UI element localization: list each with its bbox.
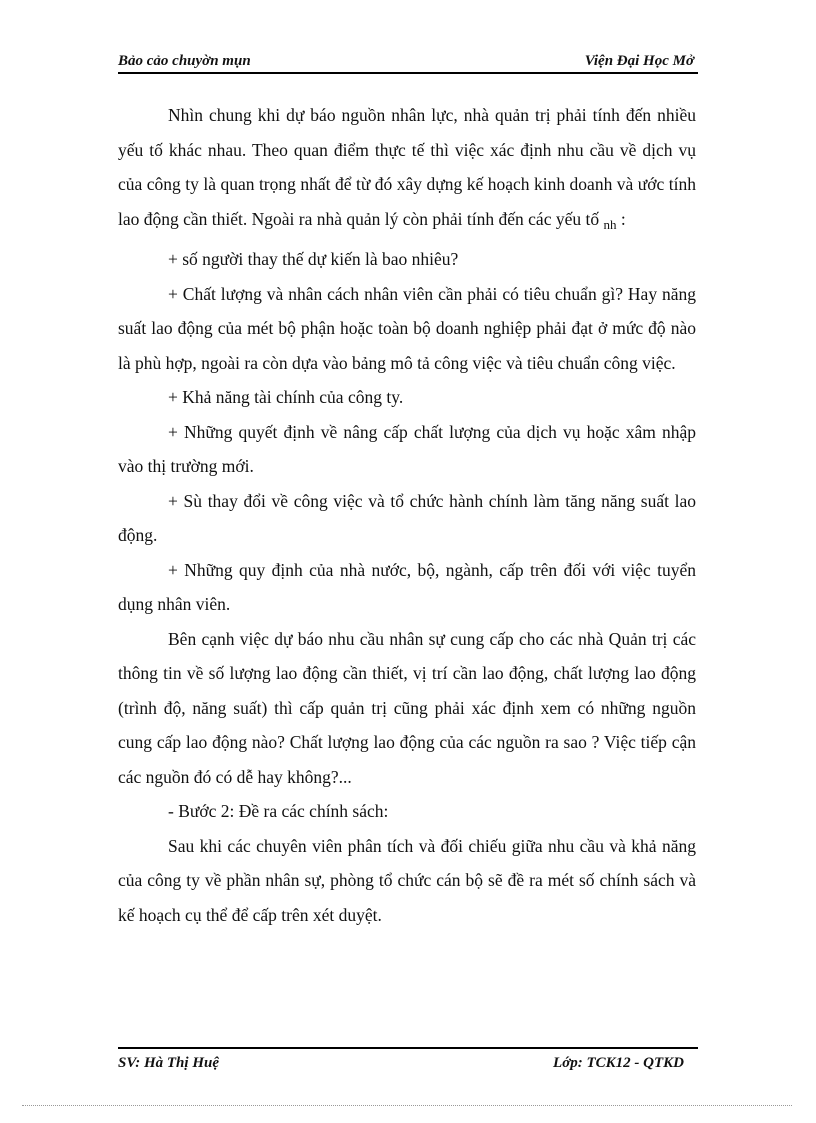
paragraph-10: Sau khi các chuyên viên phân tích và đối chiếu giữa nhu cầu và khả năng của công ty về phần nhân sự, phòng tổ chức cán bộ sẽ đề ra mét số chính sách và kế hoạch cụ thể để cấp trên xét duyệt. [118,835,696,925]
paragraph-1-end: : [616,208,626,229]
footer-rule [118,1047,698,1049]
paragraph-7: + Những quy định của nhà nước, bộ, ngành, cấp trên đối với việc tuyển dụng nhân viên. [118,559,696,614]
header-left-title: Bảo cảo chuyờn mụn [118,53,251,69]
paragraph-5: + Những quyết định về nâng cấp chất lượng của dịch vụ hoặc xâm nhập vào thị trường mới. [118,421,696,476]
document-body [118,98,696,932]
page-header [118,50,698,74]
paragraph-1 [118,98,696,242]
page-footer [118,1055,698,1075]
paragraph-1-subscript: nh [603,216,617,232]
paragraph-4: + Khả năng tài chính của công ty. [168,387,404,407]
paragraph-8: Bên cạnh việc dự báo nhu cầu nhân sự cung cấp cho các nhà Quản trị các thông tin về số lượng lao động cần thiết, vị trí cần lao động, chất lượng lao động (trình độ, năng suất) thì cấp quản trị cũng phải xác định xem có những nguồn cung cấp lao động nào? Chất lượng lao động của các nguồn ra sao ? Việc tiếp cận các nguồn đó có dễ hay không?... [118,628,696,787]
header-right-institution: Viện Đại Học Mở [584,53,694,69]
page-bottom-border [22,1105,792,1106]
footer-class: Lớp: TCK12 - QTKD [553,1055,684,1071]
paragraph-6: + Sù thay đổi về công việc và tổ chức hành chính làm tăng năng suất lao động. [118,490,696,545]
paragraph-9: - Bước 2: Đề ra các chính sách: [168,801,389,821]
paragraph-2: + số người thay thế dự kiến là bao nhiêu? [168,249,459,269]
paragraph-1-text: Nhìn chung khi dự báo nguồn nhân lực, nhà quản trị phải tính đến nhiều yếu tố khác nhau. Theo quan điểm thực tế thì việc xác định nhu cầu về dịch vụ của công ty là quan trọng nhất để từ đó xây dựng kế hoạch kinh doanh và ước tính lao động cần thiết. Ngoài ra nhà quản lý còn phải tính đến các yếu tố [118,105,696,229]
footer-student-name: SV: Hà Thị Huệ [118,1055,219,1071]
paragraph-3: + Chất lượng và nhân cách nhân viên cần phải có tiêu chuẩn gì? Hay năng suất lao động của mét bộ phận hoặc toàn bộ doanh nghiệp phải đạt ở mức độ nào là phù hợp, ngoài ra còn dựa vào bảng mô tả công việc và tiêu chuẩn công việc. [118,283,696,373]
